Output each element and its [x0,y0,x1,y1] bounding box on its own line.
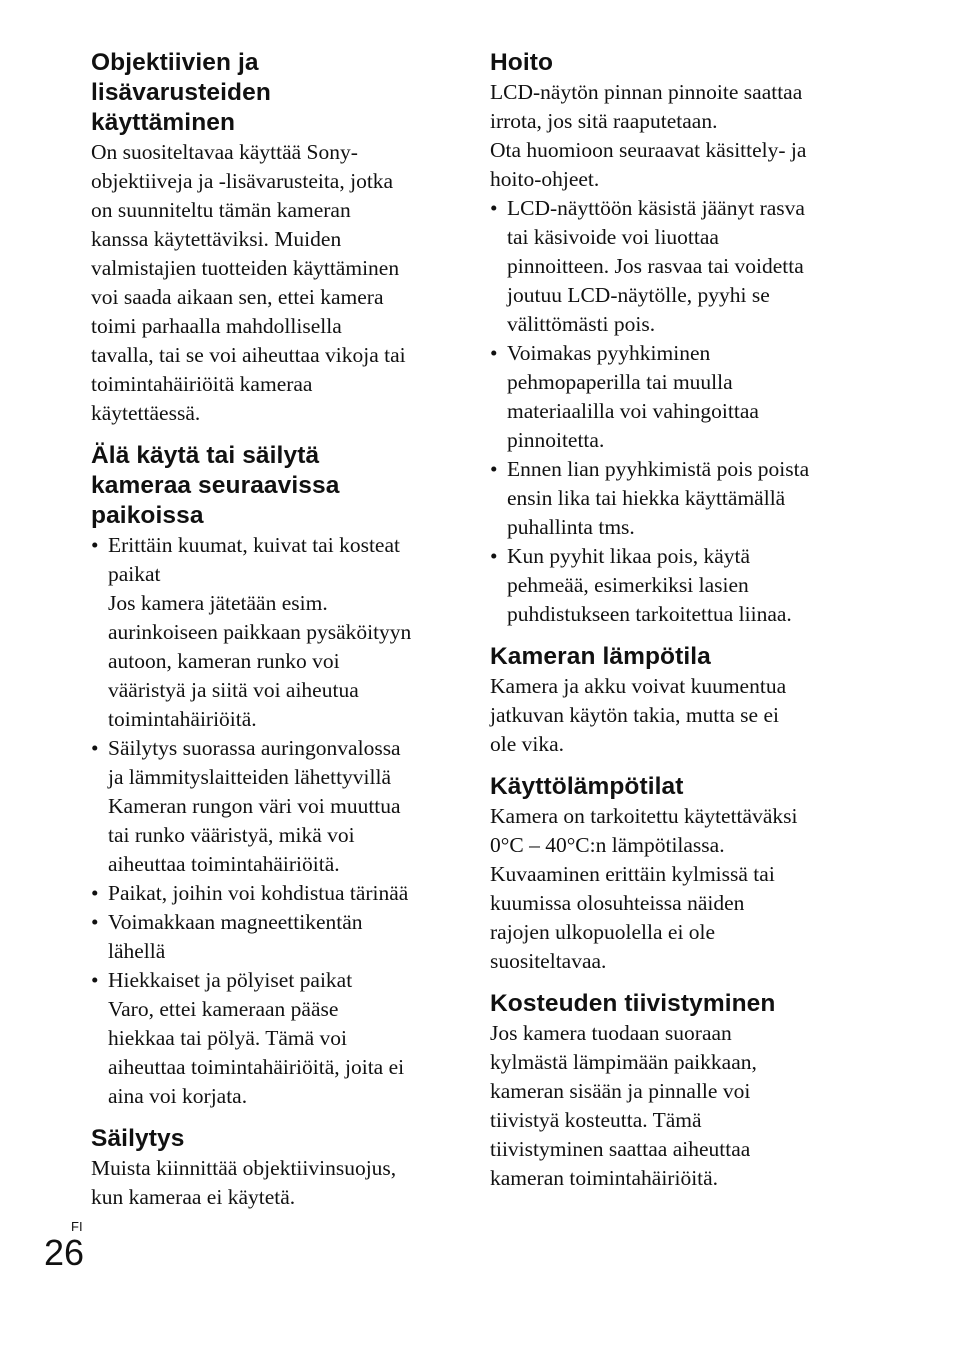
right-column [490,48,846,1193]
bullet-marker: • [91,881,99,905]
bullet-text: Erittäin kuumat, kuivat tai kosteat paikat [108,533,400,586]
bullet-text: Kun pyyhit likaa pois, käytä pehmeää, esimerkiksi lasien puhdistukseen tarkoitettua liinaa. [507,544,792,626]
page-number: 26 [44,1232,85,1273]
bullet-marker: • [490,544,498,568]
page-language-code: FI [71,1219,83,1234]
bullet-text: Voimakas pyyhkiminen pehmopaperilla tai muulla materiaalilla voi vahingoittaa pinnoitetta. [507,341,759,452]
bullet-text: Paikat, joihin voi kohdistua tärinää [108,881,409,905]
section-heading: Hoito [490,49,554,76]
bullet-detail: Varo, ettei kameraan pääse hiekkaa tai pölyä. Tämä voi aiheuttaa toimintahäiriöitä, joita ei aina voi korjata. [108,997,405,1108]
section-heading: Säilytys [91,1125,185,1152]
section-body: Kamera on tarkoitettu käytettäväksi 0°C – 40°C:n lämpötilassa. Kuvaaminen erittäin kylmissä tai kuumissa olosuhteissa näiden rajojen ulkopuolella ei ole suositeltavaa. [490,804,798,973]
section-do-not-use-locations [91,441,447,1111]
section-body: Jos kamera tuodaan suoraan kylmästä lämpimään paikkaan, kameran sisään ja pinnalle voi tiivistyä kosteutta. Tämä tiivistyminen saattaa aiheuttaa kameran toimintahäiriöitä. [490,1021,757,1190]
list-item [490,455,846,542]
section-body: Kamera ja akku voivat kuumentua jatkuvan käytön takia, mutta se ei ole vika. [490,674,787,756]
section-body: Muista kiinnittää objektiivinsuojus, kun kameraa ei käytetä. [91,1156,397,1209]
section-body: LCD-näytön pinnan pinnoite saattaa irrota, jos sitä raaputetaan. Ota huomioon seuraavat käsittely- ja hoito-ohjeet. [490,80,807,191]
bullet-list [490,194,846,629]
list-item [91,531,447,734]
list-item [91,908,447,966]
section-heading: Objektiivien ja lisävarusteiden käyttäminen [91,49,271,136]
bullet-list [91,531,447,1111]
section-heading: Käyttölämpötilat [490,773,684,800]
section-body: On suositeltavaa käyttää Sony- objektiiveja ja -lisävarusteita, jotka on suunniteltu tämän kameran kanssa käytettäviksi. Muiden valmistajien tuotteiden käyttäminen voi saada aikaan sen, ettei kamera toimi parhaalla mahdollisella tavalla, tai se voi aiheuttaa vikoja tai toimintahäiriöitä kameraa käytettäessä. [91,140,406,425]
bullet-marker: • [91,533,99,557]
bullet-marker: • [490,457,498,481]
bullet-detail: Kameran rungon väri voi muuttua tai runko vääristyä, mikä voi aiheuttaa toimintahäiriöitä. [108,794,401,876]
list-item [91,879,447,908]
list-item [490,542,846,629]
bullet-detail: Jos kamera jätetään esim. aurinkoiseen paikkaan pysäköityyn autoon, kameran runko voi vääristyä ja siitä voi aiheutua toimintahäiriöitä. [108,591,412,731]
section-heading: Kosteuden tiivistyminen [490,990,776,1017]
bullet-text: Hiekkaiset ja pölyiset paikat [108,968,353,992]
bullet-marker: • [490,196,498,220]
section-lens-accessories [91,48,447,428]
left-column [91,48,447,1212]
section-care [490,48,846,629]
section-condensation [490,989,846,1193]
list-item [91,734,447,879]
bullet-text: Ennen lian pyyhkimistä pois poista ensin lika tai hiekka käyttämällä puhallinta tms. [507,457,810,539]
bullet-marker: • [490,341,498,365]
bullet-marker: • [91,910,99,934]
section-camera-temperature [490,642,846,759]
bullet-text: Säilytys suorassa auringonvalossa ja lämmityslaitteiden lähettyvillä [108,736,401,789]
section-heading: Älä käytä tai säilytä kameraa seuraavissa paikoissa [91,442,340,529]
bullet-text: LCD-näyttöön käsistä jäänyt rasva tai käsivoide voi liuottaa pinnoitteen. Jos rasvaa tai voidetta joutuu LCD-näytölle, pyyhi se välittömästi pois. [507,196,805,336]
section-operating-temperatures [490,772,846,976]
section-storage [91,1124,447,1212]
list-item [91,966,447,1111]
section-heading: Kameran lämpötila [490,643,711,670]
list-item [490,194,846,339]
bullet-marker: • [91,736,99,760]
bullet-marker: • [91,968,99,992]
list-item [490,339,846,455]
bullet-text: Voimakkaan magneettikentän lähellä [108,910,363,963]
